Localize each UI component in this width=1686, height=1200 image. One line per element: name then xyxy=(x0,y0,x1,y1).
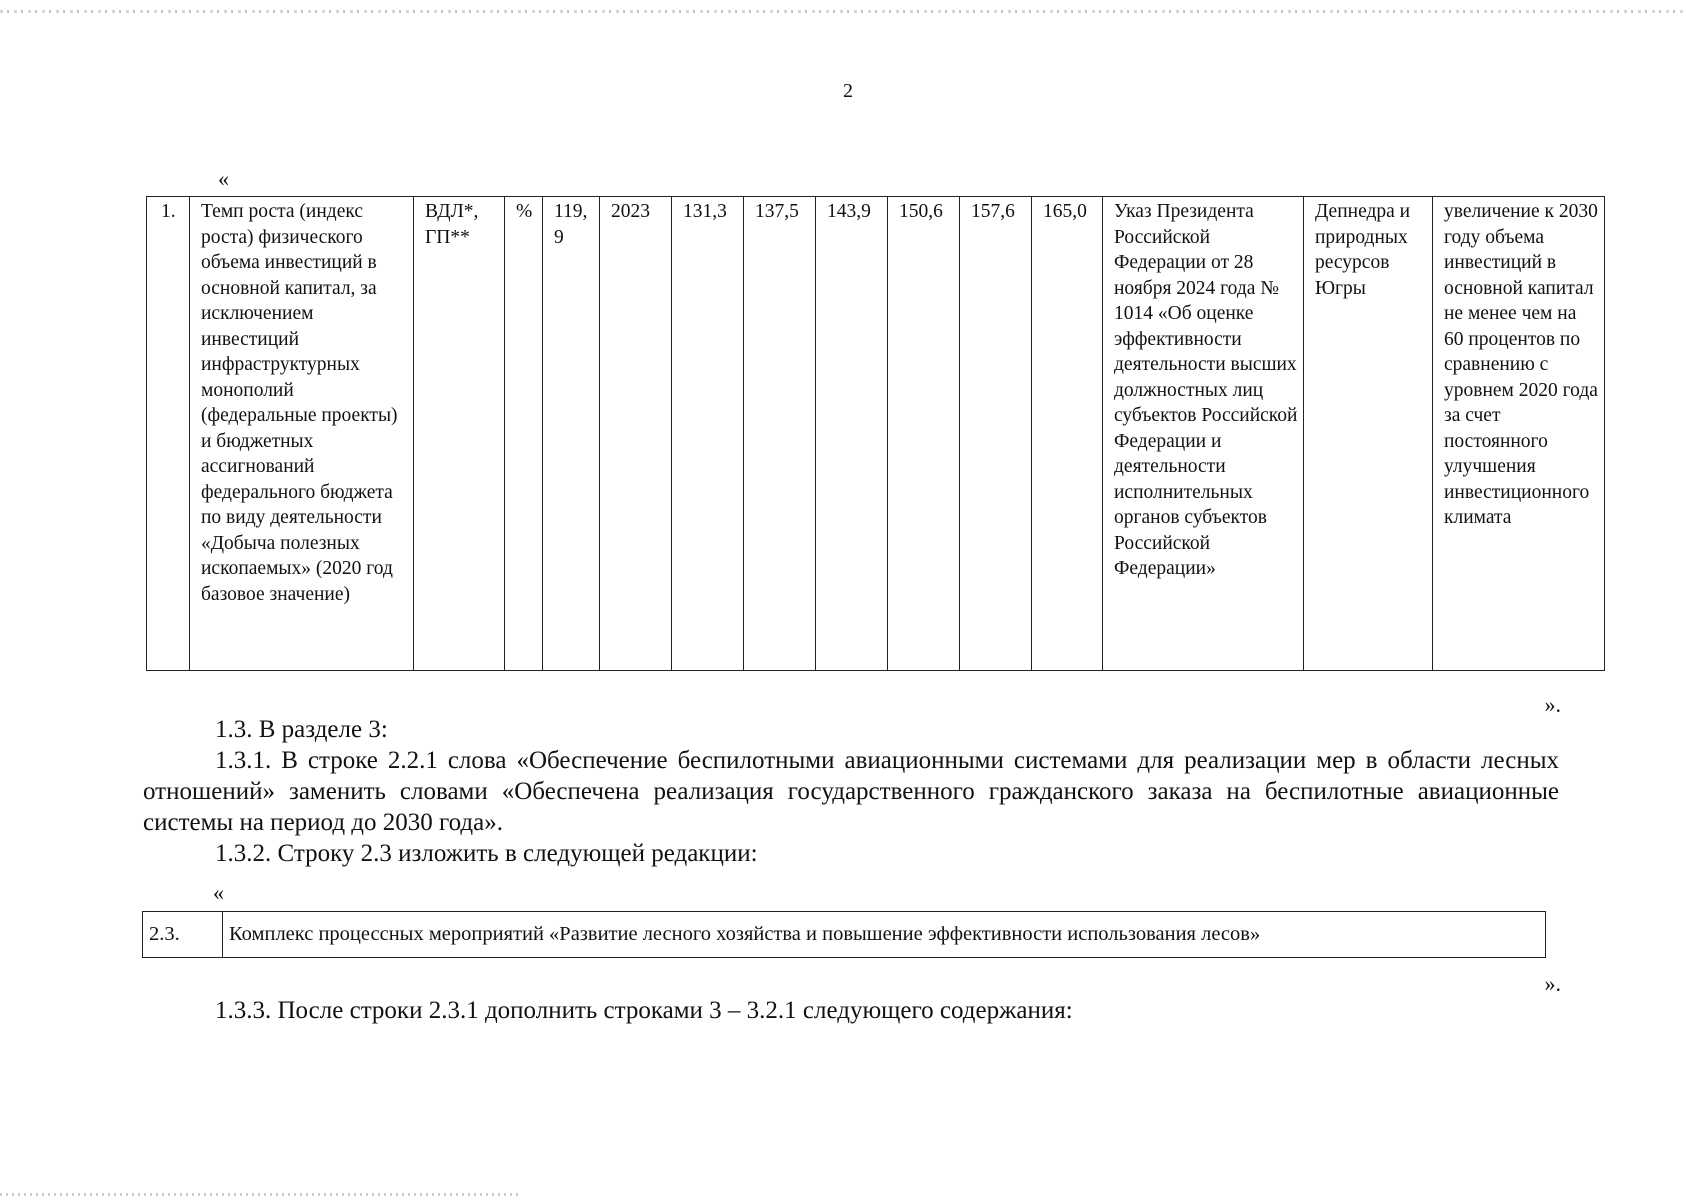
row-number: 2.3. xyxy=(143,912,223,958)
close-quote-table1: ». xyxy=(1544,692,1561,717)
page-number: 2 xyxy=(843,80,853,102)
goal-description: увеличение к 2030 году объема инвестиций в основной капитал не менее чем на 60 процентов по сравнению с уровнем 2020 года за счет постоянного улучшения инвестиционного климата xyxy=(1433,197,1605,671)
amendment-text-block xyxy=(143,714,1559,869)
value-cell: 157,6 xyxy=(960,197,1032,671)
row-number: 1. xyxy=(147,197,190,671)
paragraph-1-3-3: 1.3.3. После строки 2.3.1 дополнить строками 3 – 3.2.1 следующего содержания: xyxy=(215,997,1073,1024)
amendment-text-block-2 xyxy=(143,995,1559,1026)
value-cell: 131,3 xyxy=(672,197,744,671)
complex-title: Комплекс процессных мероприятий «Развитие лесного хозяйства и повышение эффективности использования лесов» xyxy=(223,912,1546,958)
table-row xyxy=(147,197,1605,671)
base-value: 119,9 xyxy=(543,197,600,671)
open-quote-table2: « xyxy=(213,880,224,905)
value-cell: 137,5 xyxy=(744,197,816,671)
document-reference: Указ Президента Российской Федерации от 28 ноября 2024 года № 1014 «Об оценке эффективности деятельности высших должностных лиц субъектов Российской Федерации и деятельности исполнительных органов субъектов Российской Федерации» xyxy=(1103,197,1304,671)
row-2-3-table xyxy=(142,911,1546,958)
scan-artifact-bottom xyxy=(0,1193,520,1196)
paragraph-1-3-1: 1.3.1. В строке 2.2.1 слова «Обеспечение беспилотными авиационными системами для реализации мер в области лесных отношений» заменить словами «Обеспечена реализация государственного гражданского заказа на беспилотные авиационные системы на период до 2030 года». xyxy=(143,747,1559,836)
value-cell: 150,6 xyxy=(888,197,960,671)
paragraph-1-3-2: 1.3.2. Строку 2.3 изложить в следующей редакции: xyxy=(215,840,758,867)
responsible-body: Депнедра и природных ресурсов Югры xyxy=(1304,197,1433,671)
unit: % xyxy=(505,197,543,671)
scan-artifact-top xyxy=(0,10,1686,13)
indicator-level: ВДЛ*, ГП** xyxy=(414,197,505,671)
value-cell: 165,0 xyxy=(1032,197,1103,671)
indicator-name: Темп роста (индекс роста) физического объема инвестиций в основной капитал, за исключением инвестиций инфраструктурных монополий (федеральные проекты) и бюджетных ассигнований федерального бюджета по виду деятельности «Добыча полезных ископаемых» (2020 год базовое значение) xyxy=(190,197,414,671)
value-cell: 143,9 xyxy=(816,197,888,671)
close-quote-table2: ». xyxy=(1544,971,1561,996)
base-year: 2023 xyxy=(600,197,672,671)
paragraph-1-3: 1.3. В разделе 3: xyxy=(215,716,388,743)
open-quote-table1: « xyxy=(218,166,229,191)
table-row xyxy=(143,912,1546,958)
indicator-table xyxy=(146,196,1605,671)
